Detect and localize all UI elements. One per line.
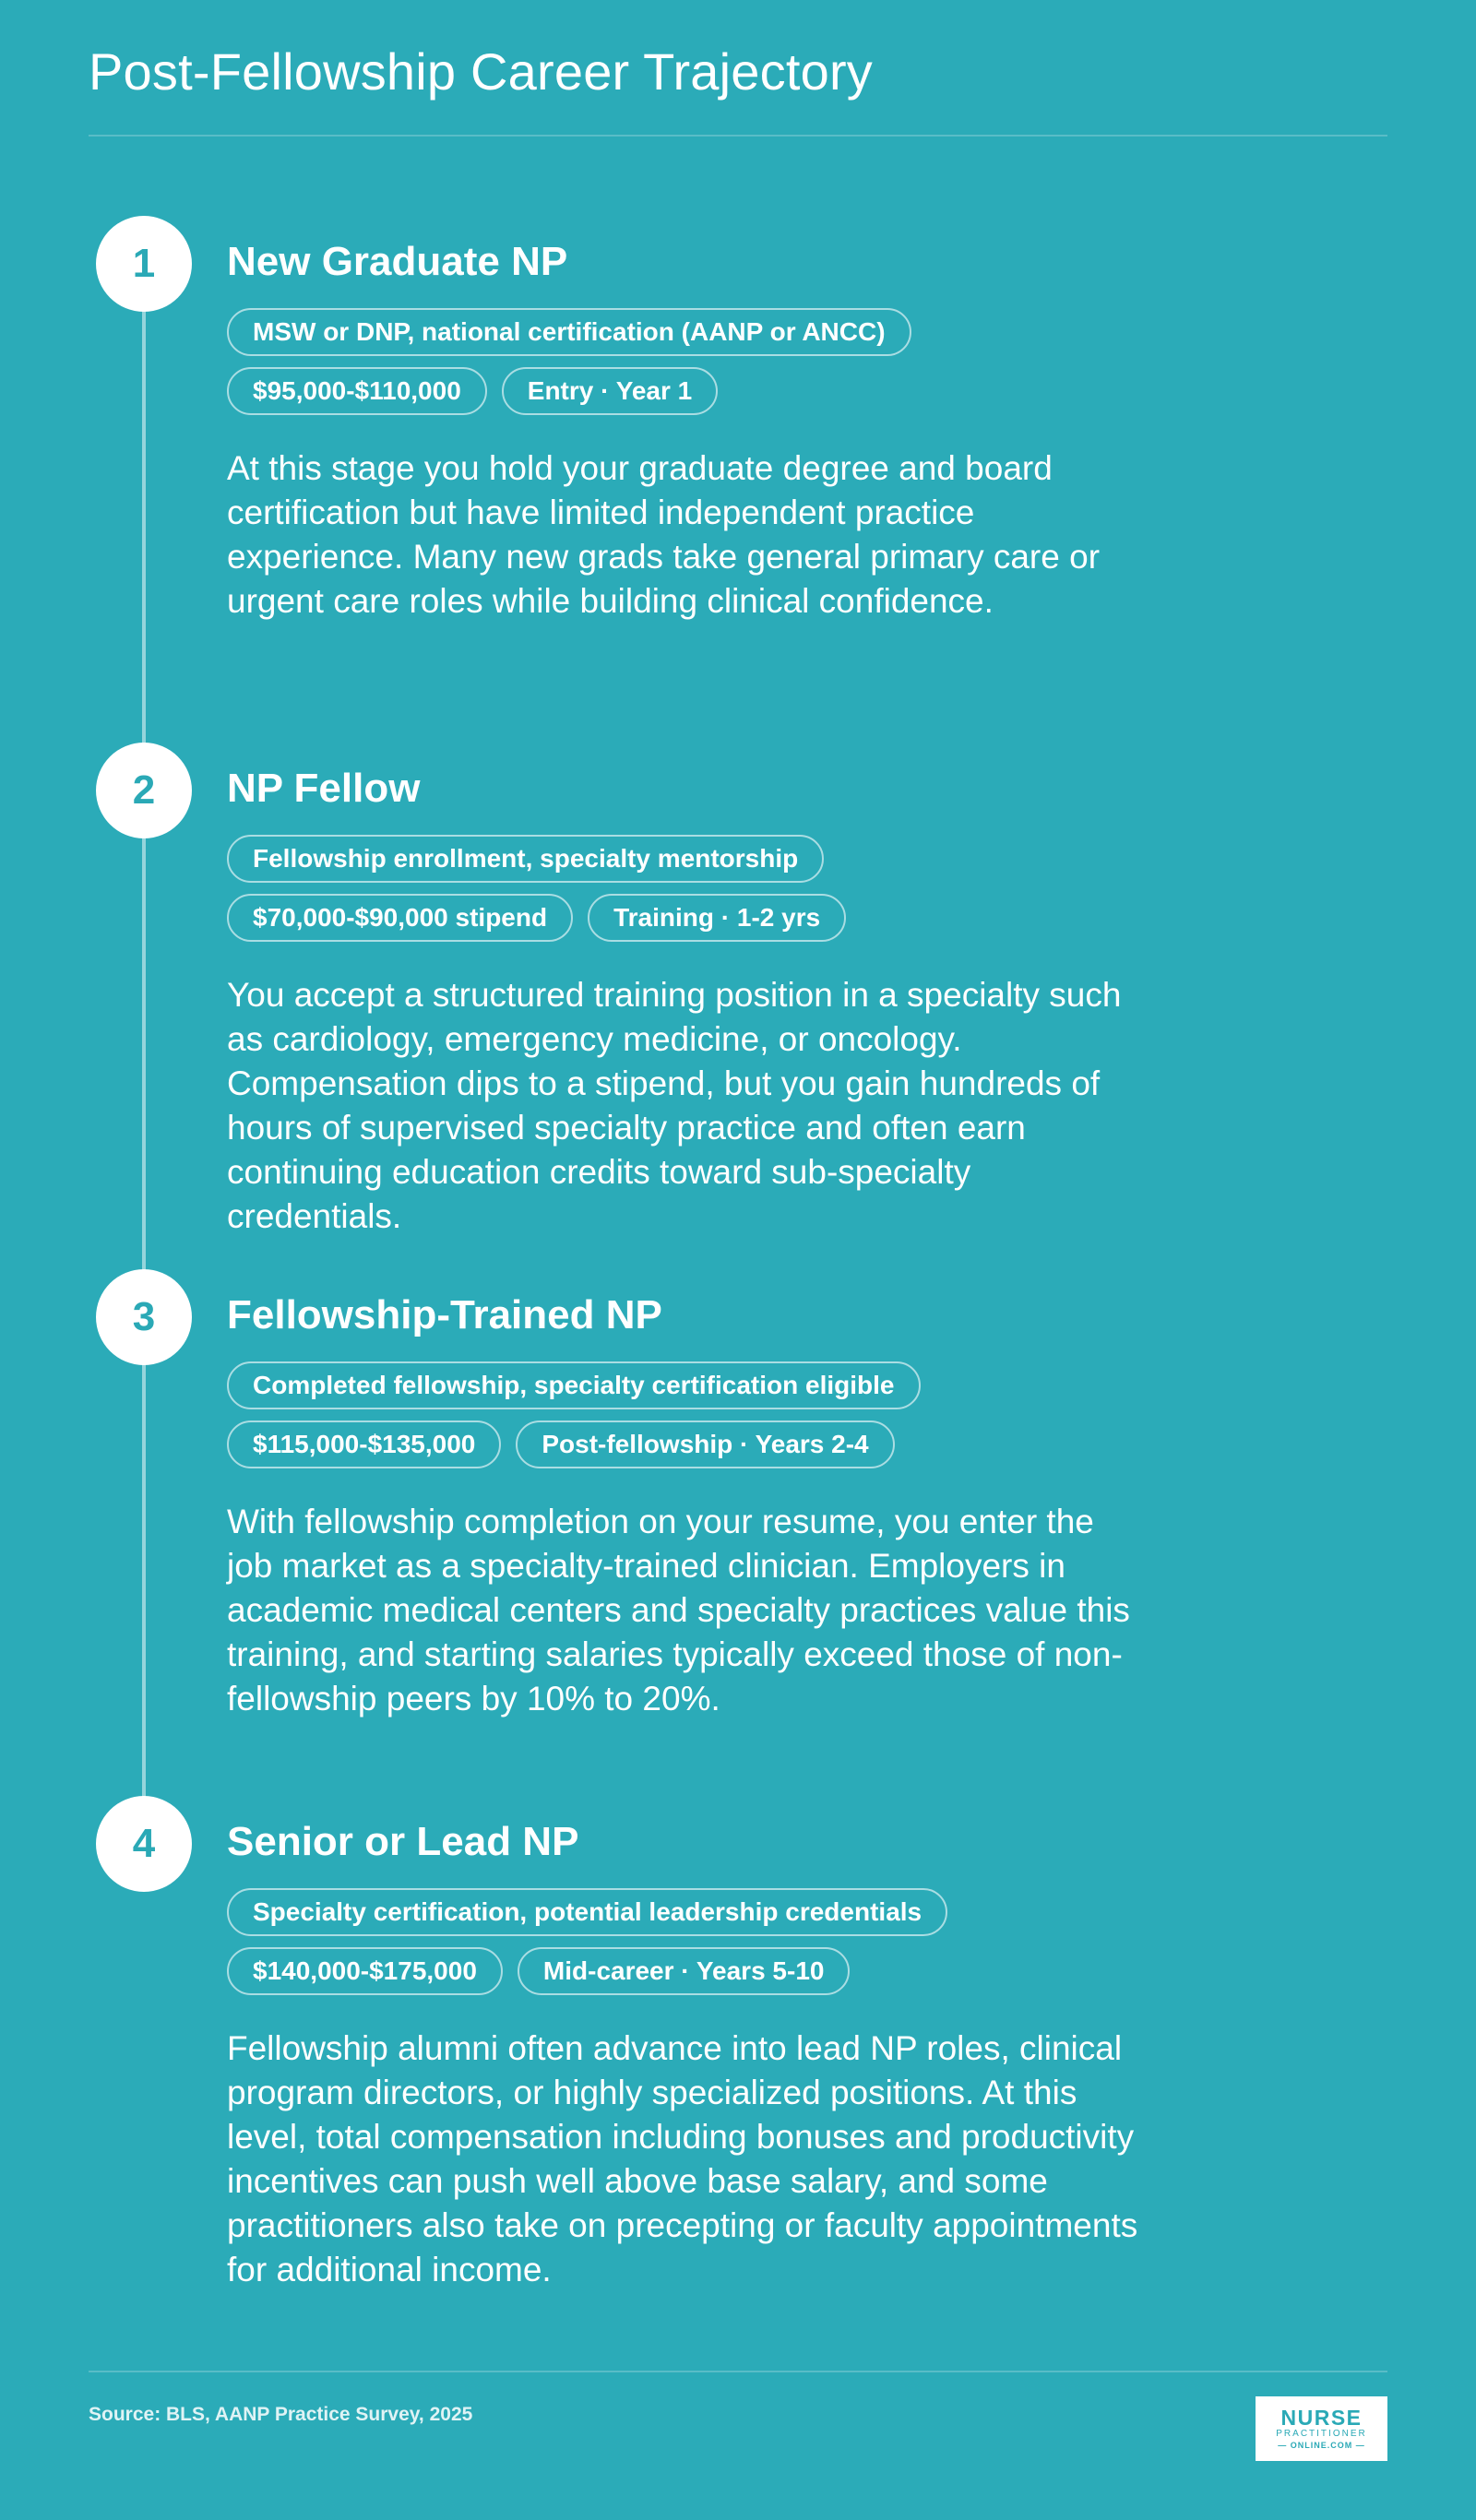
salary-tag: $95,000-$110,000	[227, 367, 487, 415]
timeline-tag: Entry · Year 1	[502, 367, 718, 415]
timeline-tag: Mid-career · Years 5-10	[518, 1947, 851, 1995]
stage-title: NP Fellow	[227, 766, 421, 811]
stage-body	[227, 212, 1334, 624]
brand-logo[interactable]	[1256, 2396, 1387, 2461]
timeline-line	[142, 258, 146, 1836]
stage-body	[227, 1266, 1334, 1721]
timeline-tag: Post-fellowship · Years 2-4	[516, 1420, 894, 1468]
stage-body	[227, 1792, 1334, 2292]
stage-description: Fellowship alumni often advance into lead NP roles, clinical program directors, or highly specialized positions. At this level, total compensation including bonuses and productivity incentives can push well above base salary, and some practitioners also take on precepting or faculty appointments for additional income.	[227, 2029, 1138, 2288]
logo-line-online: — ONLINE.COM —	[1278, 2441, 1365, 2450]
stage-title: Senior or Lead NP	[227, 1819, 579, 1864]
stage-tags	[227, 1361, 1149, 1468]
requirements-tag: MSW or DNP, national certification (AANP or ANCC)	[227, 308, 911, 356]
requirements-tag: Completed fellowship, specialty certification eligible	[227, 1361, 921, 1409]
stage-tags	[227, 308, 1149, 415]
stage-description: You accept a structured training position in a specialty such as cardiology, emergency medicine, or oncology. Compensation dips to a stipend, but you gain hundreds of hours of supervised specialty practice and often earn continuing education credits toward sub-specialty credentials.	[227, 976, 1122, 1235]
salary-tag: $140,000-$175,000	[227, 1947, 503, 1995]
stage-title: Fellowship-Trained NP	[227, 1292, 662, 1337]
stage-tags	[227, 1888, 1149, 1995]
logo-line-practitioner: PRACTITIONER	[1276, 2429, 1367, 2439]
timeline-tag: Training · 1-2 yrs	[588, 894, 846, 942]
requirements-tag: Fellowship enrollment, specialty mentorship	[227, 835, 824, 883]
stage-body	[227, 739, 1334, 1239]
salary-tag: $115,000-$135,000	[227, 1420, 501, 1468]
stage-tags	[227, 835, 1149, 942]
title-divider	[89, 135, 1387, 137]
source-note: Source: BLS, AANP Practice Survey, 2025	[89, 2404, 473, 2425]
requirements-tag: Specialty certification, potential leadership credentials	[227, 1888, 947, 1936]
page-title: Post-Fellowship Career Trajectory	[89, 42, 873, 101]
logo-line-nurse: NURSE	[1280, 2406, 1363, 2430]
stage-number-badge: 3	[96, 1269, 192, 1365]
stage-description: At this stage you hold your graduate degree and board certification but have limited independent practice experience. Many new grads take general primary care or urgent care roles while building clinical confidence.	[227, 449, 1101, 620]
stage-number-badge: 4	[96, 1796, 192, 1892]
stage-description: With fellowship completion on your resume, you enter the job market as a specialty-trained clinician. Employers in academic medical centers and specialty practices value this training, and starting salaries typically exceed those of non-fellowship peers by 10% to 20%.	[227, 1503, 1130, 1718]
footer-divider	[89, 2371, 1387, 2372]
salary-tag: $70,000-$90,000 stipend	[227, 894, 573, 942]
stage-number-badge: 2	[96, 743, 192, 838]
stage-number-badge: 1	[96, 216, 192, 312]
stage-title: New Graduate NP	[227, 239, 568, 284]
